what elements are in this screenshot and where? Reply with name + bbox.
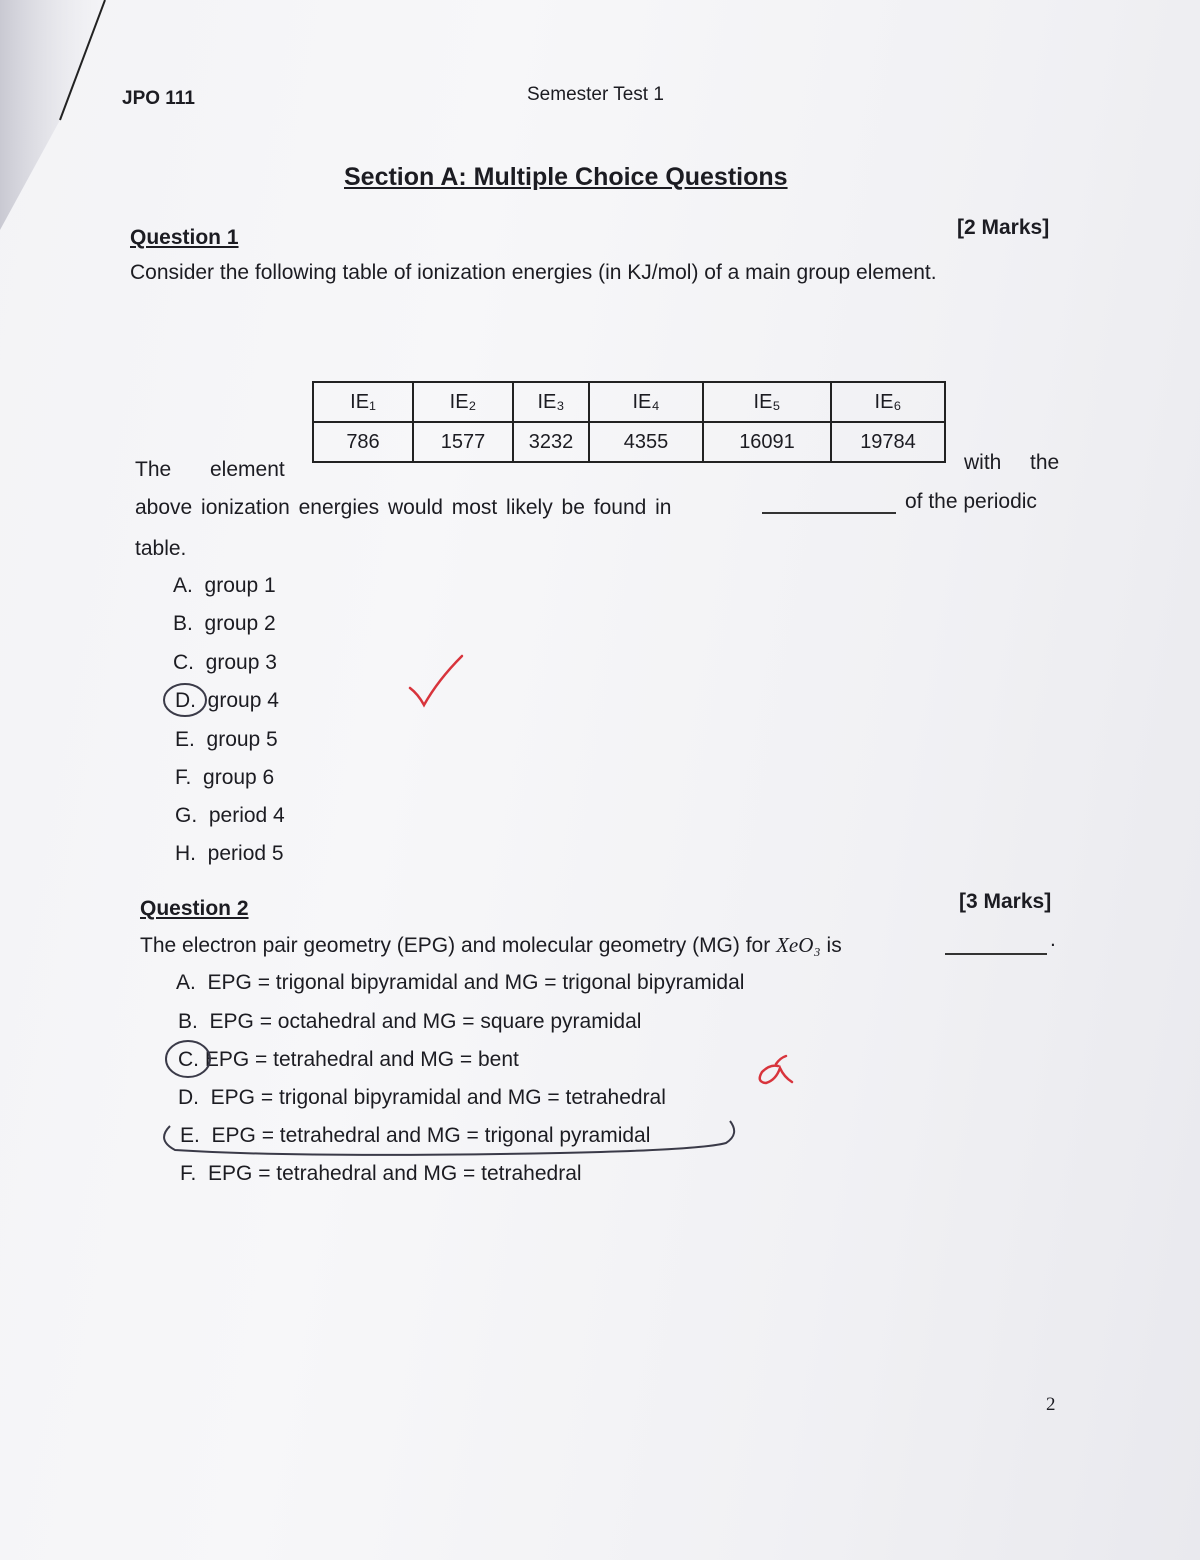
option-text: EPG = tetrahedral and MG = tetrahedral	[208, 1162, 582, 1185]
formula: XeO₃	[776, 933, 821, 957]
table-header-cell: IE₁	[313, 382, 413, 422]
question-1-stem-end: of the periodic	[905, 490, 1037, 513]
stem-word-the-2: the	[1030, 451, 1060, 474]
table-value-cell: 3232	[513, 422, 589, 462]
prompt-end: is	[820, 934, 842, 957]
option-letter: A.	[176, 971, 196, 994]
option-letter: B.	[178, 1010, 198, 1033]
option-letter: F.	[180, 1162, 197, 1185]
option-letter: H.	[175, 842, 196, 865]
option-text: EPG = trigonal bipyramidal and MG = trigonal bipyramidal	[207, 971, 745, 994]
stem-word-with: with	[964, 451, 1002, 474]
table-header-cell: IE₅	[703, 382, 831, 422]
table-header-cell: IE₃	[513, 382, 589, 422]
option-letter: A.	[173, 574, 193, 597]
option-letter: D.	[175, 689, 196, 712]
cross-mark-icon	[760, 1056, 792, 1083]
course-code: JPO 111	[122, 88, 195, 109]
option-letter: G.	[175, 804, 198, 827]
option-text: group 4	[207, 689, 279, 712]
option-text: group 5	[206, 728, 278, 751]
option-text: group 2	[204, 612, 276, 635]
table-value-cell: 4355	[589, 422, 703, 462]
option-text: EPG = trigonal bipyramidal and MG = tetrahedral	[210, 1086, 666, 1109]
table-header-cell: IE₂	[413, 382, 513, 422]
answer-circle-icon	[164, 684, 206, 716]
question-1-stem: above ionization energies would most likely be found in	[135, 496, 672, 519]
option-letter: C.	[173, 651, 194, 674]
option-text: EPG = tetrahedral and MG = trigonal pyramidal	[211, 1124, 651, 1147]
stem-word-the: The	[135, 458, 172, 481]
stem-word-element: element	[210, 458, 285, 481]
check-mark-icon	[410, 656, 462, 705]
section-title: Section A: Multiple Choice Questions	[344, 163, 788, 191]
table-value-cell: 19784	[831, 422, 945, 462]
question-1-marks: [2 Marks]	[957, 216, 1050, 239]
option-text: period 5	[207, 842, 284, 865]
option-text: EPG = tetrahedral and MG = bent	[204, 1048, 519, 1071]
option-letter: E.	[180, 1124, 200, 1147]
option-text: group 3	[205, 651, 277, 674]
question-1-stem-table: table.	[135, 537, 187, 560]
question-1-prompt: Consider the following table of ionization energies (in KJ/mol) of a main group element.	[130, 261, 937, 284]
option-text: group 1	[204, 574, 276, 597]
table-value-cell: 786	[313, 422, 413, 462]
option-letter: F.	[175, 766, 192, 789]
option-letter: D.	[178, 1086, 199, 1109]
answer-circle-icon	[164, 1121, 734, 1155]
option-text: period 4	[208, 804, 285, 827]
prompt-period: .	[1050, 928, 1056, 951]
option-letter: E.	[175, 728, 195, 751]
question-2-title: Question 2	[140, 897, 249, 920]
page-number: 2	[1046, 1394, 1056, 1415]
table-value-cell: 16091	[703, 422, 831, 462]
option-letter: B.	[173, 612, 193, 635]
question-1-title: Question 1	[130, 226, 239, 249]
option-letter: C.	[178, 1048, 199, 1071]
table-header-cell: IE₄	[589, 382, 703, 422]
table-header-cell: IE₆	[831, 382, 945, 422]
option-text: EPG = octahedral and MG = square pyramidal	[209, 1010, 642, 1033]
answer-circle-icon	[166, 1041, 210, 1077]
prompt-text: The electron pair geometry (EPG) and molecular geometry (MG) for	[140, 934, 777, 957]
table-value-cell: 1577	[413, 422, 513, 462]
test-name: Semester Test 1	[527, 84, 664, 105]
question-2-marks: [3 Marks]	[959, 890, 1052, 913]
option-text: group 6	[203, 766, 275, 789]
